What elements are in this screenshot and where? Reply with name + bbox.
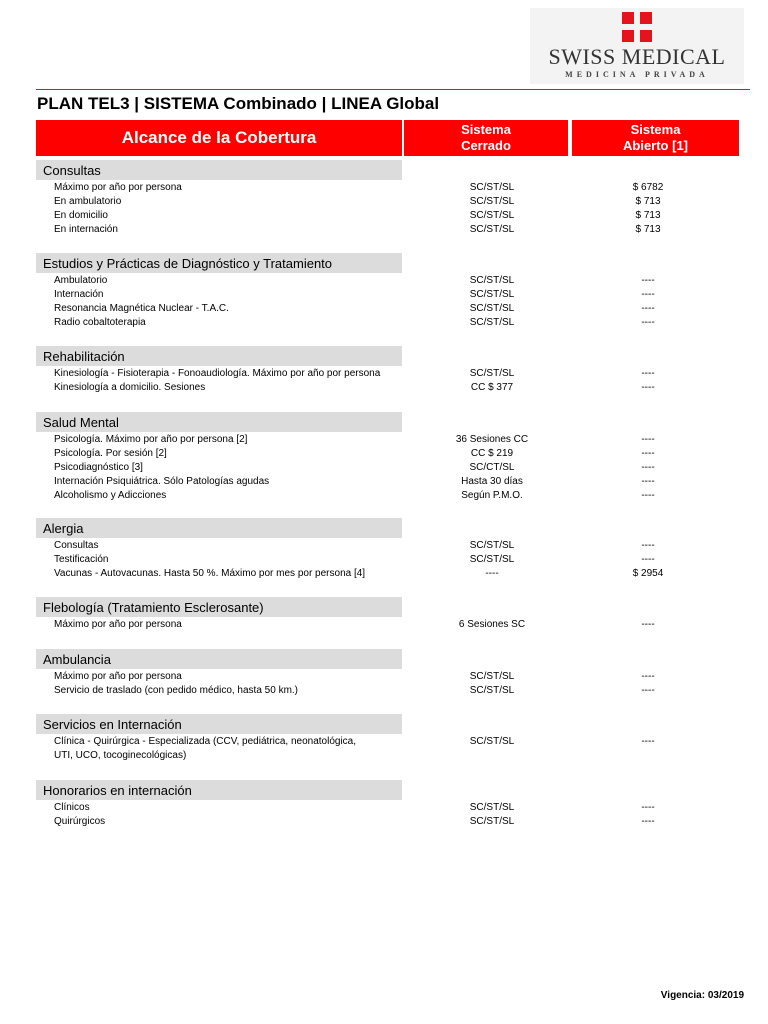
row-label: En ambulatorio [54,196,122,207]
table-row [54,618,744,632]
open-system-value: ---- [641,685,655,696]
section-header: Servicios en Internación [36,714,402,734]
closed-system-value: SC/ST/SL [469,368,515,379]
open-system-value: ---- [641,317,655,328]
table-row [54,801,744,815]
row-label: Psicología. Por sesión [2] [54,448,167,459]
closed-system-value: SC/ST/SL [469,554,515,565]
validity-date: Vigencia: 03/2019 [660,990,744,1001]
plan-title: PLAN TEL3 | SISTEMA Combinado | LINEA Global [37,94,440,113]
table-row [54,433,744,447]
open-system-value: ---- [641,434,655,445]
section-header: Alergia [36,518,402,538]
row-label: Internación Psiquiátrica. Sólo Patologías agudas [54,476,270,487]
table-row [54,367,744,381]
closed-system-value: CC $ 377 [470,382,514,393]
brand-logo [530,8,744,84]
open-system-value: ---- [641,368,655,379]
open-system-value: ---- [641,554,655,565]
open-system-value: ---- [641,540,655,551]
closed-system-value: SC/ST/SL [469,685,515,696]
table-row [54,302,744,316]
closed-system-value: ---- [485,568,499,579]
table-row [54,567,744,581]
closed-system-value: CC $ 219 [470,448,514,459]
closed-system-value: 36 Sesiones CC [455,434,529,445]
closed-system-header: Sistema Cerrado [404,120,568,156]
table-row [54,288,744,302]
table-row [54,316,744,330]
closed-system-value: Hasta 30 días [461,476,523,487]
row-label: Ambulatorio [54,275,108,286]
open-system-value: ---- [641,802,655,813]
table-row [54,274,744,288]
closed-system-value: SC/CT/SL [469,462,515,473]
table-row [54,539,744,553]
table-row [54,815,744,829]
row-label: Psicodiagnóstico [3] [54,462,143,473]
open-system-value: ---- [641,448,655,459]
section-header: Consultas [36,160,402,180]
row-label: Máximo por año por persona [54,671,182,682]
row-label: En internación [54,224,118,235]
brand-tagline: MEDICINA PRIVADA [565,70,709,79]
table-row [54,447,744,461]
open-system-value: ---- [641,816,655,827]
open-system-value: $ 6782 [632,182,664,193]
closed-system-value: SC/ST/SL [469,275,515,286]
open-system-value: $ 713 [635,224,661,235]
row-label: UTI, UCO, tocoginecológicas) [54,750,187,761]
closed-system-value: 6 Sesiones SC [458,619,526,630]
open-system-header: Sistema Abierto [1] [572,120,739,156]
open-system-value: ---- [641,275,655,286]
section-header: Ambulancia [36,649,402,669]
table-row [54,489,744,503]
section-header: Honorarios en internación [36,780,402,800]
table-row [54,181,744,195]
swiss-cross-icon [622,12,652,42]
row-label: Resonancia Magnética Nuclear - T.A.C. [54,303,229,314]
row-label: Radio cobaltoterapia [54,317,146,328]
section-header: Rehabilitación [36,346,402,366]
row-label: Máximo por año por persona [54,182,182,193]
row-label: Servicio de traslado (con pedido médico, hasta 50 km.) [54,685,299,696]
closed-system-value: SC/ST/SL [469,317,515,328]
coverage-header: Alcance de la Cobertura [36,120,402,156]
row-label: Kinesiología - Fisioterapia - Fonoaudiología. Máximo por año por persona [54,368,381,379]
row-label: Kinesiología a domicilio. Sesiones [54,382,206,393]
table-row [54,381,744,395]
closed-system-value: Según P.M.O. [461,490,523,501]
open-system-value: ---- [641,671,655,682]
section-header: Flebología (Tratamiento Esclerosante) [36,597,402,617]
row-label: Vacunas - Autovacunas. Hasta 50 %. Máximo por mes por persona [4] [54,568,366,579]
closed-system-value: SC/ST/SL [469,671,515,682]
open-system-value: ---- [641,736,655,747]
closed-system-value: SC/ST/SL [469,540,515,551]
closed-system-value: SC/ST/SL [469,816,515,827]
closed-system-value: SC/ST/SL [469,210,515,221]
row-label: Clínica - Quirúrgica - Especializada (CCV, pediátrica, neonatológica, [54,736,357,747]
open-system-value: $ 713 [635,196,661,207]
closed-system-value: SC/ST/SL [469,303,515,314]
open-system-value: $ 713 [635,210,661,221]
closed-system-value: SC/ST/SL [469,224,515,235]
table-row [54,475,744,489]
closed-system-value: SC/ST/SL [469,736,515,747]
table-row [54,749,744,763]
row-label: Psicología. Máximo por año por persona [2] [54,434,248,445]
row-label: Alcoholismo y Adicciones [54,490,167,501]
open-system-value: $ 2954 [632,568,664,579]
open-system-value: ---- [641,289,655,300]
row-label: Consultas [54,540,99,551]
header-divider [36,89,750,90]
table-row [54,684,744,698]
row-label: Quirúrgicos [54,816,106,827]
closed-system-value: SC/ST/SL [469,182,515,193]
section-header: Estudios y Prácticas de Diagnóstico y Tratamiento [36,253,402,273]
row-label: Testificación [54,554,109,565]
row-label: Clínicos [54,802,90,813]
table-row [54,553,744,567]
table-row [54,209,744,223]
table-row [54,195,744,209]
table-row [54,735,744,749]
row-label: En domicilio [54,210,108,221]
open-system-value: ---- [641,619,655,630]
open-system-value: ---- [641,303,655,314]
closed-system-value: SC/ST/SL [469,289,515,300]
section-header: Salud Mental [36,412,402,432]
closed-system-value: SC/ST/SL [469,802,515,813]
row-label: Internación [54,289,104,300]
brand-name: SWISS MEDICAL [548,44,726,69]
table-row [54,670,744,684]
open-system-value: ---- [641,382,655,393]
open-system-value: ---- [641,490,655,501]
open-system-value: ---- [641,476,655,487]
closed-system-value: SC/ST/SL [469,196,515,207]
open-system-value: ---- [641,462,655,473]
table-row [54,223,744,237]
row-label: Máximo por año por persona [54,619,182,630]
table-row [54,461,744,475]
